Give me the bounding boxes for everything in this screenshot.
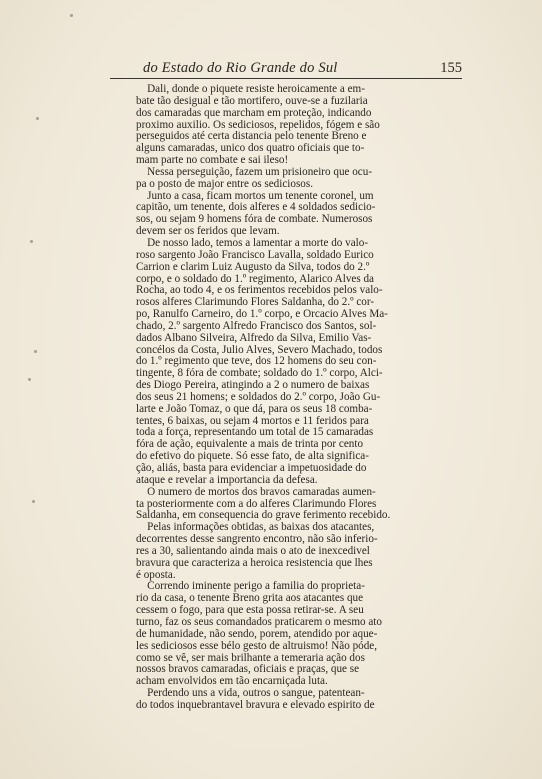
text-line: dados Albano Silveira, Alfredo da Silva, Emilio Vas- [136, 332, 372, 344]
body-text [136, 84, 461, 712]
text-line: alguns camaradas, unico dos quatro oficiais que to- [136, 143, 365, 155]
paper-speck [70, 14, 73, 17]
text-line: bravura que caracteriza a heroica resistencia que lhes [136, 557, 373, 569]
text-line: Nessa perseguição, fazem um prisioneiro que ocu- [136, 166, 373, 178]
text-line: devem ser os feridos que levam. [136, 226, 280, 238]
text-line: perseguidos até certa distancia pelo tenente Breno e [136, 131, 367, 143]
text-line: De nosso lado, temos a lamentar a morte do valo- [136, 237, 369, 249]
text-line: do efetivo do piquete. Só esse fato, de alta significa- [136, 451, 369, 463]
text-line: Pelas informações obtidas, as baixas dos atacantes, [136, 522, 375, 534]
text-line: mam parte no combate e sai ileso! [136, 155, 289, 167]
text-line: rio da casa, o tenente Breno grita aos atacantes que [136, 593, 364, 605]
text-line: Junto a casa, ficam mortos um tenente coronel, um [136, 190, 374, 202]
text-line: turno, faz os seus comandados praticarem o mesmo ato [136, 616, 382, 628]
text-line: concélos da Costa, Julio Alves, Severo Machado, todos [136, 344, 383, 356]
paper-speck [34, 350, 37, 353]
text-line: do 1.º regimento que teve, dos 12 homens do seu con- [136, 356, 377, 368]
text-line: ataque e revelar a importancia da defesa. [136, 474, 318, 486]
text-line: toda a força, representando um total de 15 camaradas [136, 427, 374, 439]
text-line: Carrion e clarim Luiz Augusto da Silva, todos do 2.º [136, 261, 370, 273]
text-line: Dali, donde o piquete resiste heroicamente a em- [136, 84, 365, 95]
text-line: fóra de ação, equivalente a mais de trinta por cento [136, 439, 364, 451]
text-line: les sediciosos esse bélo gesto de altruismo! Não póde, [136, 640, 378, 652]
page-header [110, 58, 462, 79]
text-line: Correndo iminente perigo a familia do proprieta- [136, 581, 365, 593]
text-line: res a 30, salientando ainda mais o ato de inexcedivel [136, 545, 370, 557]
text-line: de humanidade, não sendo, porem, atendido por aque- [136, 628, 378, 640]
text-line: capitão, um tenente, dois alferes e 4 soldados sedicio- [136, 202, 376, 214]
text-line: nossos bravos camaradas, oficiais e praças, que se [136, 664, 360, 676]
text-line: po, Ranulfo Carneiro, do 1.º corpo, e Orcacio Alves Ma- [136, 309, 388, 321]
text-line: é oposta. [136, 569, 176, 581]
text-line: chado, 2.º sargento Alfredo Francisco dos Santos, sol- [136, 320, 377, 332]
text-line: tingente, 8 fóra de combate; soldado do 1.º corpo, Alci- [136, 368, 383, 380]
text-line: dos camaradas que marcham em proteção, indicando [136, 107, 372, 119]
text-line: rosos alferes Clarimundo Flores Saldanha, do 2.º cor- [136, 297, 375, 309]
text-line: cessem o fogo, para que esta possa retirar-se. A seu [136, 605, 364, 617]
running-title: do Estado do Rio Grande do Sul [143, 60, 338, 76]
paper-speck [28, 378, 31, 381]
text-line: O numero de mortos dos bravos camaradas aumen- [136, 486, 376, 498]
text-line: bate tão desigual e tão mortifero, ouve-se a fuzilaria [136, 95, 368, 107]
text-line: roso sargento João Francisco Lavalla, soldado Eurico [136, 249, 374, 261]
text-line: ta posteriormente com a do alferes Clarimundo Flores [136, 498, 377, 510]
text-line: do todos inquebrantavel bravura e elevado espirito de [136, 699, 375, 711]
text-line: tentes, 6 baixas, ou sejam 4 mortos e 11 feridos para [136, 415, 369, 427]
text-line: sos, ou sejam 9 homens fóra de combate. Numerosos [136, 214, 373, 226]
paper-speck [30, 240, 33, 243]
paper-speck [36, 117, 39, 120]
text-line: dos seus 21 homens; e soldados do 2.º corpo, João Gu- [136, 391, 381, 403]
text-line: pa o posto de major entre os sediciosos. [136, 178, 313, 190]
text-line: acham envolvidos em tão encarniçada luta. [136, 676, 328, 688]
text-line: decorrentes desse sangrento encontro, não são inferio- [136, 534, 378, 546]
text-line: larte e João Tomaz, o que dá, para os seus 18 comba- [136, 403, 373, 415]
text-line: ção, aliás, basta para evidenciar a impetuosidade do [136, 463, 367, 474]
text-line: Perdendo uns a vida, outros o sangue, patentean- [136, 688, 365, 700]
text-line: Rocha, ao todo 4, e os ferimentos recebidos pelos valo- [136, 285, 383, 297]
text-line: proximo auxilio. Os sediciosos, repelidos, fógem e são [136, 119, 380, 131]
page-number: 155 [440, 60, 462, 76]
text-line: corpo, e o soldado do 1.º regimento, Alarico Alves da [136, 273, 374, 285]
text-line: como se vê, ser mais brilhante a temeraria ação dos [136, 652, 365, 664]
text-line: Saldanha, em consequencia do grave ferimento recebido. [136, 510, 391, 522]
paper-speck [32, 500, 35, 503]
text-line: des Diogo Pereira, atingindo a 2 o numero de baixas [136, 380, 370, 392]
